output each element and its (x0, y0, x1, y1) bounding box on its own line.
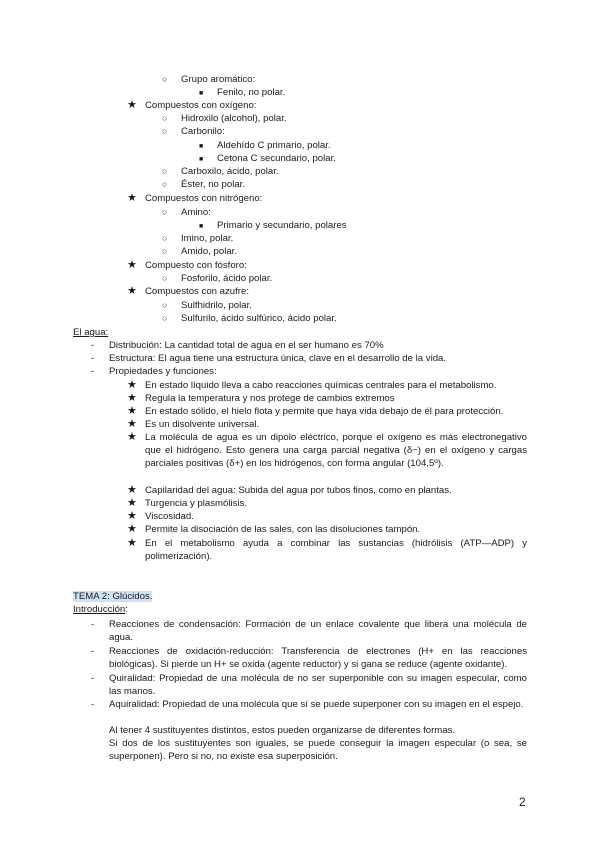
circle-bullet-icon: ○ (162, 166, 168, 176)
phosphorus-compound-label: Compuesto con fósforo: (145, 260, 247, 271)
nitrogen-compounds-label: Compuestos con nitrógeno: (145, 193, 263, 204)
intro-colon: : (125, 604, 128, 615)
water-prop-item: En el metabolismo ayuda a combinar las sustancias (hidrólisis (ATP—ADP) y polimerización). (145, 538, 527, 562)
water-prop-item: Es un disolvente universal. (145, 419, 260, 430)
fosforilo-item: Fosforilo, ácido polar. (181, 273, 273, 284)
amino-item: Amino: (181, 207, 211, 218)
tema2-item: Aquiralidad: Propiedad de una molécula que sí se puede superponer con su imagen en el espejo. (109, 699, 524, 710)
sulfur-compounds-label: Compuestos con azufre: (145, 286, 249, 297)
aldehido-item: Aldehído C primario, polar. (217, 140, 331, 151)
primario-item: Primario y secundario, polares (217, 220, 347, 231)
circle-bullet-icon: ○ (162, 113, 168, 123)
water-structure: Estructura: El agua tiene una estructura única, clave en el desarrollo de la vida. (109, 353, 447, 364)
star-bullet-icon: ★ (127, 537, 137, 549)
star-bullet-icon: ★ (127, 259, 137, 271)
amido-item: Amido, polar. (181, 246, 237, 257)
water-prop-item: Viscosidad. (145, 511, 194, 522)
star-bullet-icon: ★ (127, 379, 137, 391)
ester-item: Éster, no polar. (181, 179, 245, 190)
star-bullet-icon: ★ (127, 418, 137, 430)
tema2-item: Reacciones de condensación: Formación de un enlace covalente que libera una molécula de agua. (109, 619, 527, 643)
dash-bullet-icon: - (91, 340, 95, 351)
circle-bullet-icon: ○ (162, 300, 168, 310)
circle-bullet-icon: ○ (162, 126, 168, 136)
star-bullet-icon: ★ (127, 523, 137, 535)
water-prop-item: Capilaridad del agua: Subida del agua por tubos finos, como en plantas. (145, 485, 452, 496)
sulfhidrilo-item: Sulfhidrilo, polar. (181, 300, 252, 311)
water-distribution: Distribución: La cantidad total de agua en el ser humano es 70% (109, 340, 384, 351)
hidroxilo-item: Hidroxilo (alcohol), polar. (181, 113, 287, 124)
carbonilo-item: Carbonilo: (181, 126, 225, 137)
tema2-title (73, 590, 152, 603)
square-bullet-icon: ■ (199, 156, 204, 163)
star-bullet-icon: ★ (127, 392, 137, 404)
dash-bullet-icon: - (91, 699, 95, 710)
water-prop-item: Permite la disociación de las sales, con las disoluciones tampón. (145, 524, 421, 535)
intro-heading (73, 603, 128, 616)
dash-bullet-icon: - (91, 646, 95, 657)
star-bullet-icon: ★ (127, 510, 137, 522)
circle-bullet-icon: ○ (162, 313, 168, 323)
circle-bullet-icon: ○ (162, 179, 168, 189)
star-bullet-icon: ★ (127, 192, 137, 204)
circle-bullet-icon: ○ (162, 246, 168, 256)
star-bullet-icon: ★ (127, 484, 137, 496)
intro-label: Introducción (73, 604, 126, 615)
imino-item: Imino, polar. (181, 233, 234, 244)
star-bullet-icon: ★ (127, 99, 137, 111)
water-properties-label: Propiedades y funciones: (109, 366, 217, 377)
square-bullet-icon: ■ (199, 143, 204, 150)
water-prop-item: La molécula de agua es un dipolo eléctrico, porque el oxígeno es más electronegativo que el hidrógeno. Esto genera una carga parcial negativa (δ−) en el oxígeno y cargas parciales positivas (δ+) en los hidrógenos, con forma angular (104,5º). (145, 432, 527, 469)
dash-bullet-icon: - (91, 353, 95, 364)
tema2-item: Quiralidad: Propiedad de una molécula de no ser superponible con su imagen especular, como las manos. (109, 673, 527, 697)
tema2-extra-paragraph: Si dos de los sustituyentes son iguales, se puede conseguir la imagen especular (o sea, se superponen). Pero si no, no existe esa superposición. (109, 738, 527, 762)
star-bullet-icon: ★ (127, 497, 137, 509)
cetona-item: Cetona C secundario, polar. (217, 153, 336, 164)
water-heading: El agua: (73, 327, 109, 338)
circle-bullet-icon: ○ (162, 74, 168, 84)
dash-bullet-icon: - (91, 673, 95, 684)
dash-bullet-icon: - (91, 619, 95, 630)
oxygen-compounds-label: Compuestos con oxígeno: (145, 100, 257, 111)
star-bullet-icon: ★ (127, 405, 137, 417)
tema2-title-highlight: TEMA 2: Glúcidos. (73, 591, 153, 602)
group-aromatic-label: Grupo aromático: (181, 74, 256, 85)
carboxilo-item: Carboxilo, ácido, polar. (181, 166, 279, 177)
tema2-extra-line: Al tener 4 sustituyentes distintos, estos pueden organizarse de diferentes formas. (109, 725, 456, 736)
star-bullet-icon: ★ (127, 431, 137, 443)
water-prop-item: Turgencia y plasmólisis. (145, 498, 248, 509)
water-prop-item: Regula la temperatura y nos protege de cambios extremos (145, 393, 395, 404)
circle-bullet-icon: ○ (162, 207, 168, 217)
dash-bullet-icon: - (91, 366, 95, 377)
water-prop-item: En estado líquido lleva a cabo reacciones químicas centrales para el metabolismo. (145, 380, 497, 391)
tema2-item: Reacciones de oxidación-reducción: Transferencia de electrones (H+ en las reacciones biológicas). Si pierde un H+ se oxida (agente reductor) y si gana se reduce (agente oxidante). (109, 646, 527, 670)
square-bullet-icon: ■ (199, 223, 204, 230)
sulfurilo-item: Sulfurilo, ácido sulfúrico, ácido polar. (181, 313, 337, 324)
circle-bullet-icon: ○ (162, 273, 168, 283)
fenilo-item: Fenilo, no polar. (217, 87, 286, 98)
square-bullet-icon: ■ (199, 90, 204, 97)
circle-bullet-icon: ○ (162, 233, 168, 243)
star-bullet-icon: ★ (127, 285, 137, 297)
water-prop-item: En estado sólido, el hielo flota y permite que haya vida debajo de él para protección. (145, 406, 504, 417)
page-number: 2 (519, 795, 526, 809)
